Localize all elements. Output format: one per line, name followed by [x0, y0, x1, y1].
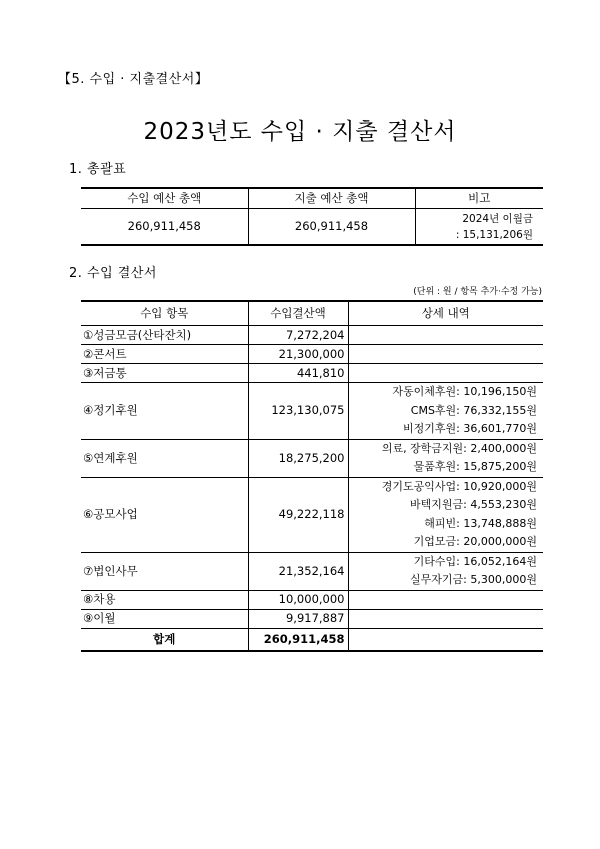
detail-line: 해피빈: 13,748,888원: [424, 516, 537, 530]
total-amount: 260,911,458: [248, 628, 348, 651]
detail-line: 바텍지원금: 4,553,230원: [410, 498, 537, 511]
header-note: 비고: [415, 188, 543, 209]
document-title: 2023년도 수입 · 지출 결산서: [143, 119, 457, 145]
detail-line: 의료, 장학금지원: 2,400,000원: [381, 441, 537, 455]
header-income-total: 수입 예산 총액: [81, 188, 248, 209]
income-item-amount: 21,300,000: [248, 345, 348, 364]
note-cell: [415, 209, 543, 246]
income-item-details: [348, 364, 543, 383]
unit-note: (단위 : 원 / 항목 추가·수정 가능): [413, 287, 542, 297]
total-details-empty: [348, 628, 543, 651]
summary-value-row: [81, 209, 543, 246]
income-item-name: ⑧차용: [81, 590, 248, 609]
detail-line: CMS후원: 76,332,155원: [410, 403, 537, 417]
income-item-details: [348, 326, 543, 345]
income-item-name: ⑤연계후원: [81, 439, 248, 477]
summary-table: [81, 187, 543, 246]
income-item-details: [348, 477, 543, 552]
income-item-name: ⑨이월: [81, 609, 248, 628]
income-item-name: ③저금통: [81, 364, 248, 383]
carryover-amount: : 15,131,206원: [455, 228, 533, 241]
income-item-details: [348, 552, 543, 590]
summary-header-row: [81, 188, 543, 209]
table-row: [81, 383, 543, 440]
income-table: [81, 300, 543, 652]
income-item-details: [348, 590, 543, 609]
table-row: [81, 609, 543, 628]
section-heading-income: 2. 수입 결산서: [69, 266, 157, 281]
income-item-amount: 49,222,118: [248, 477, 348, 552]
income-header-row: [81, 301, 543, 326]
header-expense-total: 지출 예산 총액: [248, 188, 415, 209]
carryover-label: 2024년 이월금: [462, 212, 533, 225]
income-item-name: ④정기후원: [81, 383, 248, 440]
detail-line: 비정기후원: 36,601,770원: [403, 422, 537, 435]
detail-line: 경기도공익사업: 10,920,000원: [381, 479, 537, 493]
detail-line: 기업모금: 20,000,000원: [413, 535, 537, 548]
income-item-amount: 441,810: [248, 364, 348, 383]
table-row: [81, 345, 543, 364]
income-item-amount: 21,352,164: [248, 552, 348, 590]
table-row: [81, 364, 543, 383]
total-label: 합계: [81, 628, 248, 651]
section-heading-summary: 1. 총괄표: [69, 162, 127, 177]
income-item-name: ①성금모금(산타잔치): [81, 326, 248, 345]
total-row: [81, 628, 543, 651]
header-details: 상세 내역: [348, 301, 543, 326]
income-item-amount: 9,917,887: [248, 609, 348, 628]
income-item-name: ⑦법인사무: [81, 552, 248, 590]
table-row: [81, 326, 543, 345]
detail-line: 실무자기금: 5,300,000원: [410, 573, 537, 586]
income-item-details: [348, 609, 543, 628]
income-item-amount: 123,130,075: [248, 383, 348, 440]
income-item-amount: 18,275,200: [248, 439, 348, 477]
income-item-details: [348, 345, 543, 364]
income-item-name: ⑥공모사업: [81, 477, 248, 552]
table-row: [81, 439, 543, 477]
expense-total-value: 260,911,458: [248, 209, 415, 246]
income-item-details: [348, 383, 543, 440]
header-item: 수입 항목: [81, 301, 248, 326]
detail-line: 물품후원: 15,875,200원: [413, 460, 537, 473]
income-item-amount: 7,272,204: [248, 326, 348, 345]
income-item-amount: 10,000,000: [248, 590, 348, 609]
income-total-value: 260,911,458: [81, 209, 248, 246]
income-item-name: ②콘서트: [81, 345, 248, 364]
detail-line: 자동이체후원: 10,196,150원: [392, 385, 537, 398]
header-amount: 수입결산액: [248, 301, 348, 326]
detail-line: 기타수입: 16,052,164원: [413, 554, 537, 568]
income-item-details: [348, 439, 543, 477]
table-row: [81, 590, 543, 609]
table-row: [81, 552, 543, 590]
table-row: [81, 477, 543, 552]
document-label: 【5. 수입 · 지출결산서】: [58, 72, 209, 87]
